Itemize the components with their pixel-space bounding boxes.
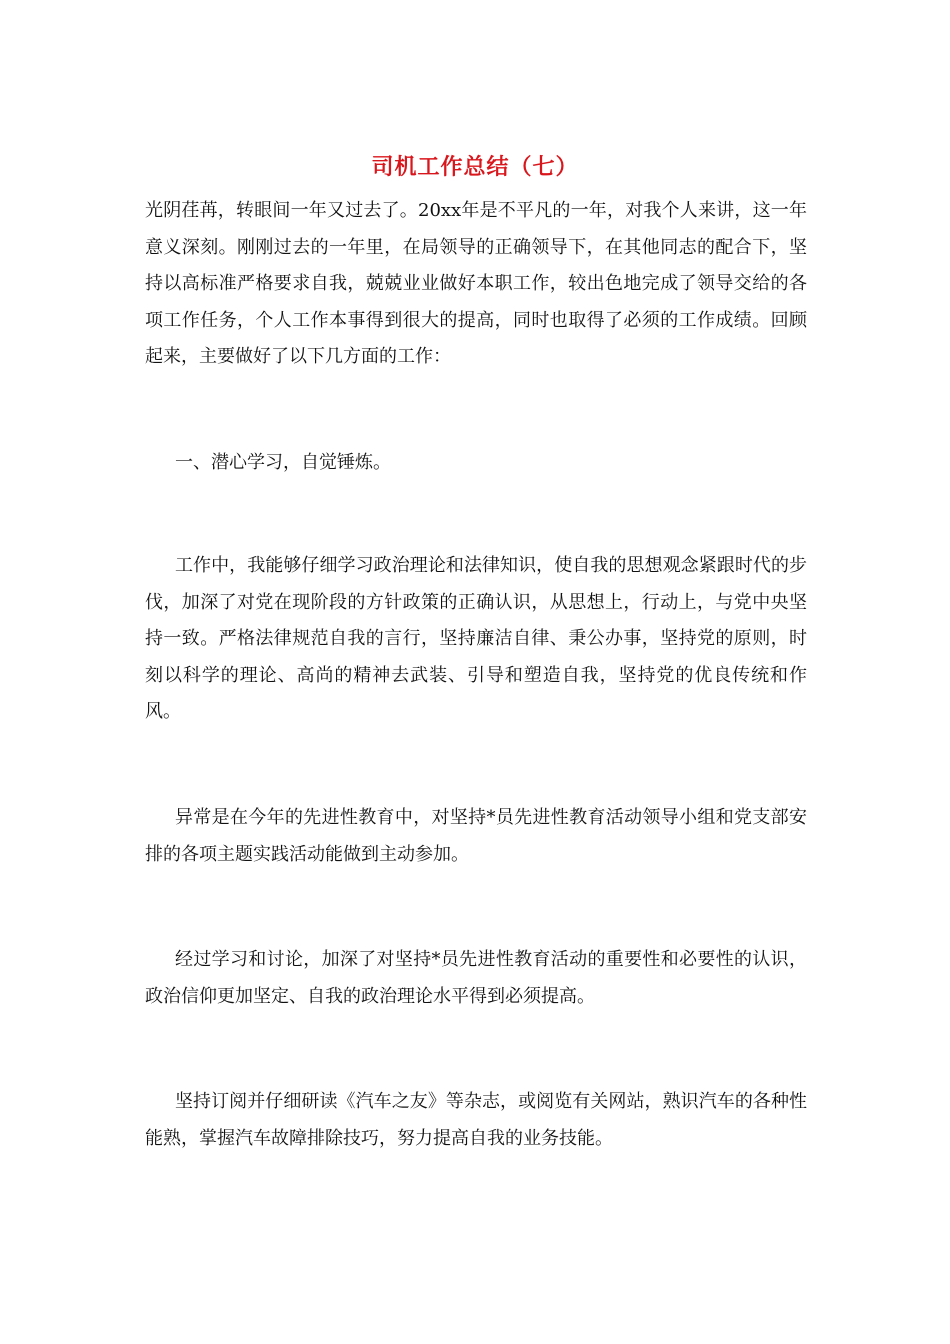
paragraph-intro: 光阴荏苒，转眼间一年又过去了。20xx年是不平凡的一年，对我个人来讲，这一年意义深刻。刚刚过去的一年里，在局领导的正确领导下，在其他同志的配合下，坚持以高标准严格要求自我，兢兢业业做好本职工作，较出色地完成了领导交给的各项工作任务，个人工作本事得到很大的提高，同时也取得了必须的工作成绩。回顾起来，主要做好了以下几方面的工作： xyxy=(145,200,807,367)
paragraph-education-activity: 异常是在今年的先进性教育中，对坚持*员先进性教育活动领导小组和党支部安排的各项主题实践活动能做到主动参加。 xyxy=(145,807,807,865)
section-heading-study: 一、潜心学习，自觉锤炼。 xyxy=(175,452,391,473)
paragraph-skills: 坚持订阅并仔细研读《汽车之友》等杂志，或阅览有关网站，熟识汽车的各种性能熟，掌握汽车故障排除技巧，努力提高自我的业务技能。 xyxy=(145,1091,807,1149)
document-title: 司机工作总结（七） xyxy=(371,155,579,180)
paragraph-discussion: 经过学习和讨论，加深了对坚持*员先进性教育活动的重要性和必要性的认识，政治信仰更加坚定、自我的政治理论水平得到必须提高。 xyxy=(145,949,807,1007)
paragraph-study-detail: 工作中，我能够仔细学习政治理论和法律知识，使自我的思想观念紧跟时代的步伐，加深了对党在现阶段的方针政策的正确认识，从思想上，行动上，与党中央坚持一致。严格法律规范自我的言行，坚持廉洁自律、秉公办事，坚持党的原则，时刻以科学的理论、高尚的精神去武装、引导和塑造自我，坚持党的优良传统和作风。 xyxy=(145,555,807,722)
